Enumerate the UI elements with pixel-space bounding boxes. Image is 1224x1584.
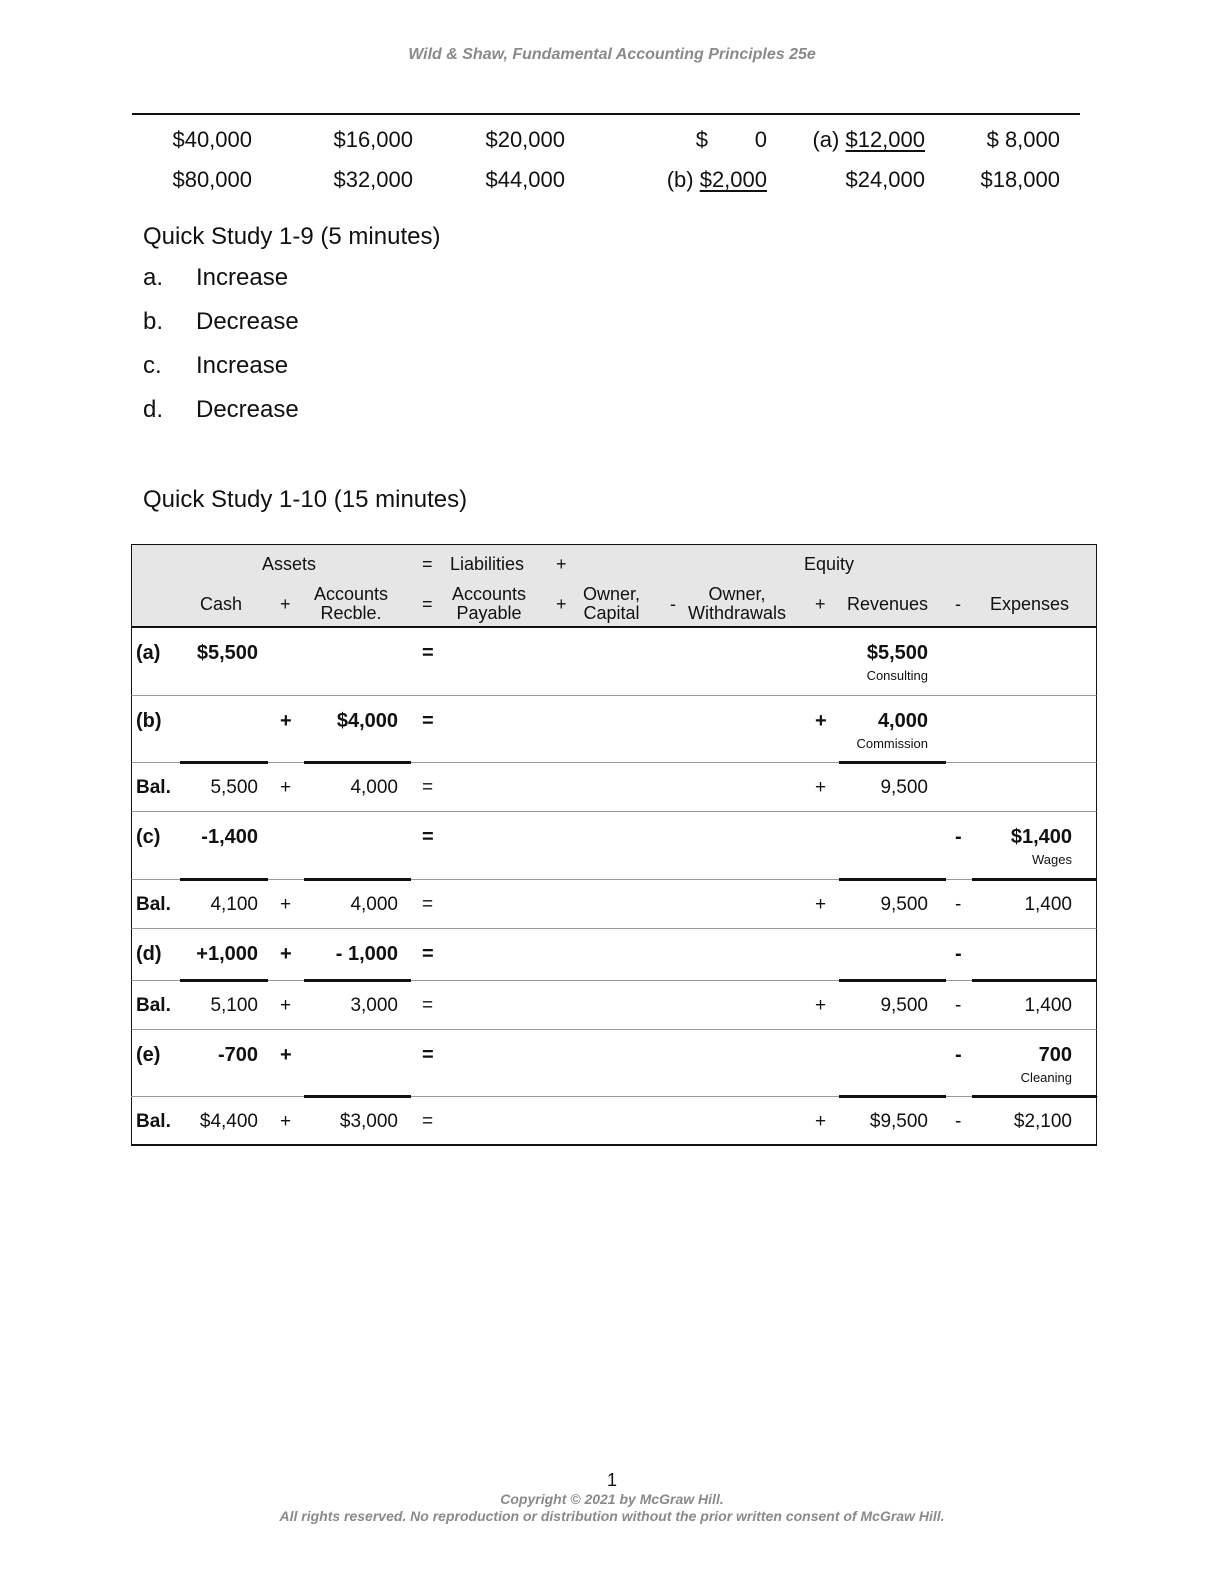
total-rule: [304, 878, 411, 881]
total-rule: [972, 1095, 1097, 1098]
top-cell: $24,000: [845, 167, 925, 192]
equals-sign: =: [422, 943, 434, 965]
cash-header: Cash: [200, 594, 243, 614]
receivables-value: 4,000: [350, 894, 398, 915]
item-text: Decrease: [196, 308, 299, 335]
cash-value: 4,100: [210, 894, 258, 915]
qs10-title: Quick Study 1-10 (15 minutes): [143, 486, 468, 513]
liabilities-header: Liabilities: [450, 554, 525, 574]
minus-sign: -: [955, 1044, 962, 1066]
cash-value: 5,500: [210, 777, 258, 798]
row-divider: [131, 1096, 1098, 1097]
header-line: Payable: [456, 603, 522, 623]
minus-sign: -: [955, 894, 962, 915]
top-cell: $32,000: [333, 167, 413, 192]
item-letter: c.: [143, 352, 162, 379]
balance-row: [131, 880, 1097, 929]
top-cell: $80,000: [172, 167, 252, 192]
plus-sign: +: [815, 777, 827, 798]
equals-sign: =: [422, 594, 433, 614]
plus-sign: +: [556, 594, 567, 614]
total-rule: [180, 761, 268, 764]
equals-sign: =: [422, 777, 434, 798]
row-label: (d): [136, 943, 162, 965]
copyright-notice: [0, 1491, 1224, 1525]
expenses-value: 1,400: [1024, 995, 1072, 1016]
item-letter: a.: [143, 264, 164, 291]
owner-withdrawals-header: [688, 585, 786, 623]
transaction-row-e: [131, 1030, 1097, 1096]
owner-capital-header: [583, 585, 640, 623]
expenses-value: $1,400: [1010, 826, 1072, 848]
plus-sign: +: [280, 995, 292, 1016]
plus-sign: +: [815, 594, 826, 614]
transaction-row-b: [131, 696, 1097, 763]
top-cell-underlined: $2,000: [699, 167, 767, 192]
cash-value: -700: [217, 1044, 258, 1066]
transaction-row-c: [131, 812, 1097, 880]
top-row-1: [132, 127, 1080, 157]
revenues-value: 4,000: [877, 710, 928, 732]
revenue-note: Consulting: [866, 668, 928, 683]
expenses-header: Expenses: [990, 594, 1070, 614]
revenue-note: Commission: [856, 736, 928, 751]
top-rule: [132, 113, 1080, 115]
top-cell: $16,000: [333, 127, 413, 152]
row-label: Bal.: [136, 1111, 171, 1132]
rights-line: All rights reserved. No reproduction or distribution without the prior written consent of McGraw Hill.: [279, 1508, 945, 1524]
total-rule: [839, 878, 946, 881]
receivables-value: $4,000: [336, 710, 398, 732]
final-balance-row: [131, 1097, 1097, 1146]
minus-sign: -: [955, 995, 962, 1016]
top-cell-underlined: $12,000: [845, 127, 925, 152]
item-text: Increase: [196, 264, 289, 291]
equals-sign: =: [422, 1111, 434, 1132]
cash-value: -1,400: [201, 826, 258, 848]
top-cell: $40,000: [172, 127, 252, 152]
top-row-2: [132, 167, 1080, 197]
header-line: Owner,: [708, 584, 766, 604]
revenues-header: Revenues: [847, 594, 929, 614]
expenses-value: $2,100: [1013, 1111, 1072, 1132]
top-cell: $44,000: [485, 167, 565, 192]
revenues-value: $5,500: [866, 642, 928, 664]
equals-sign: =: [422, 710, 434, 732]
row-label: (c): [136, 826, 161, 848]
plus-sign: +: [280, 894, 292, 915]
cash-value: $4,400: [199, 1111, 258, 1132]
cash-value: 5,100: [210, 995, 258, 1016]
minus-sign: -: [955, 943, 962, 965]
plus-sign: +: [280, 777, 292, 798]
expense-note: Cleaning: [1020, 1070, 1072, 1085]
revenues-value: 9,500: [880, 995, 928, 1016]
header-line: Recble.: [320, 603, 382, 623]
total-rule: [180, 878, 268, 881]
row-label: Bal.: [136, 777, 171, 798]
total-rule: [304, 761, 411, 764]
plus-sign: +: [280, 943, 292, 965]
group-header-row: [131, 544, 1097, 585]
top-cell-label: (a): [812, 127, 846, 152]
copyright-line: Copyright © 2021 by McGraw Hill.: [500, 1491, 724, 1507]
total-rule: [180, 979, 268, 982]
cash-value: +1,000: [196, 943, 258, 965]
total-rule: [839, 1095, 946, 1098]
plus-sign: +: [815, 894, 827, 915]
total-rule: [304, 1095, 411, 1098]
receivables-value: 4,000: [350, 777, 398, 798]
column-header-row: [131, 583, 1097, 628]
item-text: Increase: [196, 352, 289, 379]
cash-value: $5,500: [196, 642, 258, 664]
transaction-row-d: [131, 929, 1097, 981]
total-rule: [839, 761, 946, 764]
revenues-value: $9,500: [869, 1111, 928, 1132]
equals-sign: =: [422, 642, 434, 664]
balance-row: [131, 981, 1097, 1030]
row-label: (b): [136, 710, 162, 732]
minus-sign: -: [670, 594, 676, 614]
minus-sign: -: [955, 1111, 962, 1132]
page-number: 1: [606, 1470, 617, 1490]
balance-row: [131, 763, 1097, 812]
top-cell: $ 8,000: [986, 127, 1060, 152]
top-cell: $18,000: [980, 167, 1060, 192]
plus-sign: +: [280, 594, 291, 614]
accounting-equation-table: [131, 544, 1097, 1146]
equals-sign: =: [422, 894, 434, 915]
plus-sign: +: [280, 1044, 292, 1066]
revenues-value: 9,500: [880, 894, 928, 915]
equity-header: Equity: [804, 554, 855, 574]
total-rule: [972, 878, 1097, 881]
accounts-receivable-header: [314, 585, 388, 623]
expense-note: Wages: [1032, 852, 1072, 867]
receivables-value: - 1,000: [335, 943, 398, 965]
running-header: Wild & Shaw, Fundamental Accounting Principles 25e: [408, 46, 816, 63]
top-cell-labeled: [667, 167, 767, 193]
top-cell-labeled: [812, 127, 925, 153]
header-line: Accounts: [452, 584, 527, 604]
plus-sign: +: [815, 710, 827, 732]
minus-sign: -: [955, 594, 961, 614]
plus-sign: +: [280, 1111, 292, 1132]
top-cell: $20,000: [485, 127, 565, 152]
equals-sign: =: [422, 995, 434, 1016]
item-letter: d.: [143, 396, 164, 423]
minus-sign: -: [955, 826, 962, 848]
top-cell: $: [695, 127, 708, 152]
row-label: (a): [136, 642, 161, 664]
item-text: Decrease: [196, 396, 299, 423]
plus-sign: +: [815, 1111, 827, 1132]
plus-sign: +: [556, 554, 567, 574]
equals-sign: =: [422, 554, 433, 574]
plus-sign: +: [280, 710, 292, 732]
total-rule: [972, 979, 1097, 982]
row-label: (e): [136, 1044, 161, 1066]
header-line: Withdrawals: [688, 603, 787, 623]
equals-sign: =: [422, 826, 434, 848]
header-line: Owner,: [583, 584, 641, 604]
total-rule: [304, 979, 411, 982]
item-letter: b.: [143, 308, 164, 335]
assets-header: Assets: [262, 554, 317, 574]
accounts-payable-header: [452, 585, 526, 623]
total-rule: [839, 979, 946, 982]
qs9-title: Quick Study 1-9 (5 minutes): [143, 223, 441, 250]
top-cell: 0: [754, 127, 767, 152]
expenses-value: 700: [1038, 1044, 1072, 1066]
header-line: Capital: [583, 603, 640, 623]
receivables-value: $3,000: [339, 1111, 398, 1132]
header-line: Accounts: [314, 584, 389, 604]
expenses-value: 1,400: [1024, 894, 1072, 915]
receivables-value: 3,000: [350, 995, 398, 1016]
revenues-value: 9,500: [880, 777, 928, 798]
equals-sign: =: [422, 1044, 434, 1066]
transaction-row-a: [131, 628, 1097, 696]
row-label: Bal.: [136, 995, 171, 1016]
plus-sign: +: [815, 995, 827, 1016]
top-cell-label: (b): [666, 167, 700, 192]
row-label: Bal.: [136, 894, 171, 915]
